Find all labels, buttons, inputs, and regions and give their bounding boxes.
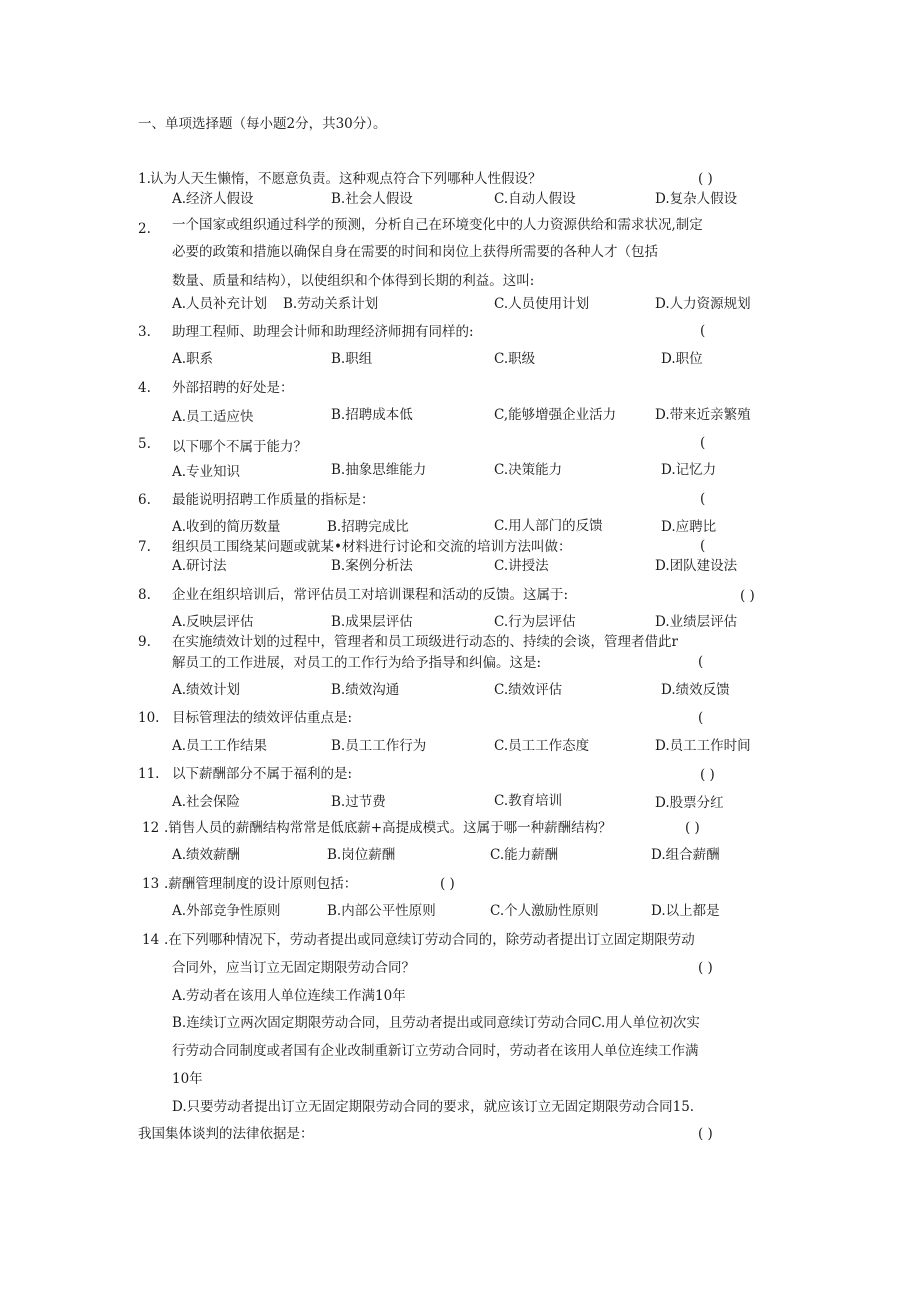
answer-option: D.团队建设法 xyxy=(655,558,738,574)
answer-blank: ( ) xyxy=(440,876,455,892)
answer-blank: ( ) xyxy=(700,767,715,783)
answer-option: D.人力资源规划 xyxy=(655,296,751,312)
question-stem: 在实施绩效计划的过程中，管理者和员工顼级进行动态的、持续的会谈，管理者借此r xyxy=(172,634,678,650)
answer-option: C.决策能力 xyxy=(494,462,563,478)
answer-option: A.专业知识 xyxy=(172,464,241,480)
answer-option: A.员工工作结果 xyxy=(172,738,268,754)
question-number: 10. xyxy=(138,710,160,726)
answer-option: D.复杂人假设 xyxy=(655,191,738,207)
answer-option: A.劳动者在该用人单位连续工作满10年 xyxy=(172,988,406,1004)
answer-option: B.过节费 xyxy=(331,794,386,810)
question-stem: 必要的政策和措施以确保自身在需要的时间和岗位上获得所需要的各种人才（包括 xyxy=(172,244,658,260)
answer-option: C.自动人假设 xyxy=(494,191,576,207)
question-stem: 组织员工围绕某问题或就某•材料进行讨论和交流的培训方法叫做： xyxy=(172,539,572,555)
question-stem: 外部招聘的好处是： xyxy=(172,380,294,396)
answer-option: B.岗位薪酬 xyxy=(327,847,396,863)
answer-option: C.能力薪酬 xyxy=(490,847,559,863)
answer-option: A.社会保险 xyxy=(172,794,241,810)
question-stem: 以下薪酬部分不属于福利的是: xyxy=(172,766,353,782)
answer-blank: ( xyxy=(698,710,704,726)
answer-option: B.职组 xyxy=(331,351,373,367)
answer-option: A.反映层评估 xyxy=(172,614,254,630)
question-number: 9. xyxy=(138,634,151,650)
question-number: 7. xyxy=(138,539,151,555)
question-number: 13 xyxy=(142,876,160,892)
question-stem: 企业在组织培训后，常评估员工对培训课程和活动的反馈。这属于: xyxy=(172,587,569,603)
answer-option: B.员工工作行为 xyxy=(331,738,427,754)
answer-option: B.招聘成本低 xyxy=(331,407,413,423)
answer-option: A.绩效薪酬 xyxy=(172,847,241,863)
answer-option: B.连续订立两次固定期限劳动合同，且劳动者提出或同意续订劳动合同C.用人单位初次实 xyxy=(172,1015,700,1031)
answer-option: C.教育培训 xyxy=(494,793,563,809)
answer-option: B.内部公平性原则 xyxy=(327,903,436,919)
answer-option: D.记忆力 xyxy=(661,462,717,478)
answer-option: C.人员使用计划 xyxy=(494,296,590,312)
answer-option: D.以上都是 xyxy=(651,903,720,919)
answer-option: D.股票分红 xyxy=(655,795,724,811)
answer-option: A.经济人假设 xyxy=(172,191,254,207)
answer-option: B.抽象思维能力 xyxy=(331,462,427,478)
answer-option: C.讲授法 xyxy=(494,558,549,574)
question-stem: 认为人天生懒惰，不愿意负责。这种观点符合下列哪种人性假设？ xyxy=(150,171,542,187)
answer-option: B.绩效沟通 xyxy=(331,682,400,698)
answer-option: D.职位 xyxy=(661,351,703,367)
question-number: 12 xyxy=(142,820,160,836)
question-number: 4. xyxy=(138,380,151,396)
answer-option: B.案例分析法 xyxy=(331,558,413,574)
question-number: 2. xyxy=(138,221,151,237)
answer-option: C,能够增强企业活力 xyxy=(494,407,617,423)
answer-blank: ( xyxy=(698,654,704,670)
answer-option: A.员工适应快 xyxy=(172,409,254,425)
question-stem: .销售人员的薪酬结构常常是低底薪+高提成模式。这属于哪一种薪酬结构？ xyxy=(164,820,612,836)
question-stem: 目标管理法的绩效评估重点是: xyxy=(172,710,353,726)
answer-option: B.劳动关系计划 xyxy=(283,296,379,312)
answer-option: D.带来近亲繁殖 xyxy=(655,407,751,423)
question-number: 14 xyxy=(142,932,160,948)
question-stem: .在下列哪种情况下，劳动者提出或同意续订劳动合同的，除劳动者提出订立固定期限劳动 xyxy=(164,932,695,948)
answer-option: 行劳动合同制度或者国有企业改制重新订立劳动合同时，劳动者在该用人单位连续工作满 xyxy=(172,1043,699,1059)
question-number: 5. xyxy=(138,436,151,452)
answer-blank: ( ) xyxy=(698,171,713,187)
answer-blank: ( xyxy=(700,491,706,507)
answer-blank: ( ) xyxy=(685,820,700,836)
answer-option: C.用人部门的反馈 xyxy=(494,518,603,534)
question-stem: 以下哪个不属于能力？ xyxy=(172,439,307,455)
question-number: 1. xyxy=(138,171,151,187)
question-number: 6. xyxy=(138,492,151,508)
answer-blank: ( ) xyxy=(740,588,755,604)
answer-option: A.职系 xyxy=(172,351,214,367)
answer-option: B.社会人假设 xyxy=(331,191,413,207)
question-stem: 解员工的工作进展，对员工的工作行为给予指导和纠偏。这是: xyxy=(172,655,542,671)
answer-blank: ( xyxy=(700,538,706,554)
answer-option: 10年 xyxy=(172,1071,203,1087)
answer-option: D.应聘比 xyxy=(661,519,717,535)
question-stem: .薪酬管理制度的设计原则包括： xyxy=(164,876,358,892)
question-stem: 助理工程师、助理会计师和助理经济师拥有同样的: xyxy=(172,324,474,340)
question-stem: 一个国家或组织通过科学的预测，分析自己在环境变化中的人力资源供给和需求状况,制定 xyxy=(172,217,703,233)
answer-option: D.只要劳动者提出订立无固定期限劳动合同的要求，就应该订立无固定期限劳动合同15. xyxy=(172,1099,695,1115)
answer-option: A.研讨法 xyxy=(172,558,227,574)
answer-option: D.业绩层评估 xyxy=(655,614,738,630)
answer-option: D.组合薪酬 xyxy=(651,847,720,863)
answer-blank: ( ) xyxy=(698,960,713,976)
answer-blank: ( ) xyxy=(698,1126,713,1142)
answer-option: D.绩效反馈 xyxy=(661,682,730,698)
question-stem: 我国集体谈判的法律依据是： xyxy=(138,1126,314,1142)
question-stem: 数量、质量和结构），以使组织和个体得到长期的利益。这叫: xyxy=(172,273,535,289)
question-number: 8. xyxy=(138,587,151,603)
answer-option: C.职级 xyxy=(494,351,536,367)
question-stem: 最能说明招聘工作质量的指标是： xyxy=(172,492,375,508)
answer-option: D.员工工作时间 xyxy=(655,738,751,754)
answer-option: A.绩效计划 xyxy=(172,682,241,698)
answer-blank: ( xyxy=(700,435,706,451)
question-stem: 合同外，应当订立无固定期限劳动合同？ xyxy=(172,960,415,976)
section-title: 一、单项选择题（每小题2分，共30分）。 xyxy=(138,116,387,132)
answer-option: A.外部竞争性原则 xyxy=(172,903,281,919)
answer-option: C.绩效评估 xyxy=(494,682,563,698)
answer-option: C.行为层评估 xyxy=(494,614,576,630)
answer-option: C.员工工作态度 xyxy=(494,738,590,754)
answer-option: A.人员补充计划 xyxy=(172,296,268,312)
answer-blank: ( xyxy=(700,323,706,339)
question-number: 3. xyxy=(138,324,151,340)
answer-option: A.收到的简历数量 xyxy=(172,519,281,535)
answer-option: B.成果层评估 xyxy=(331,614,413,630)
question-number: 11. xyxy=(138,766,160,782)
answer-option: C.个人激励性原则 xyxy=(490,903,599,919)
answer-option: B.招聘完成比 xyxy=(327,519,409,535)
